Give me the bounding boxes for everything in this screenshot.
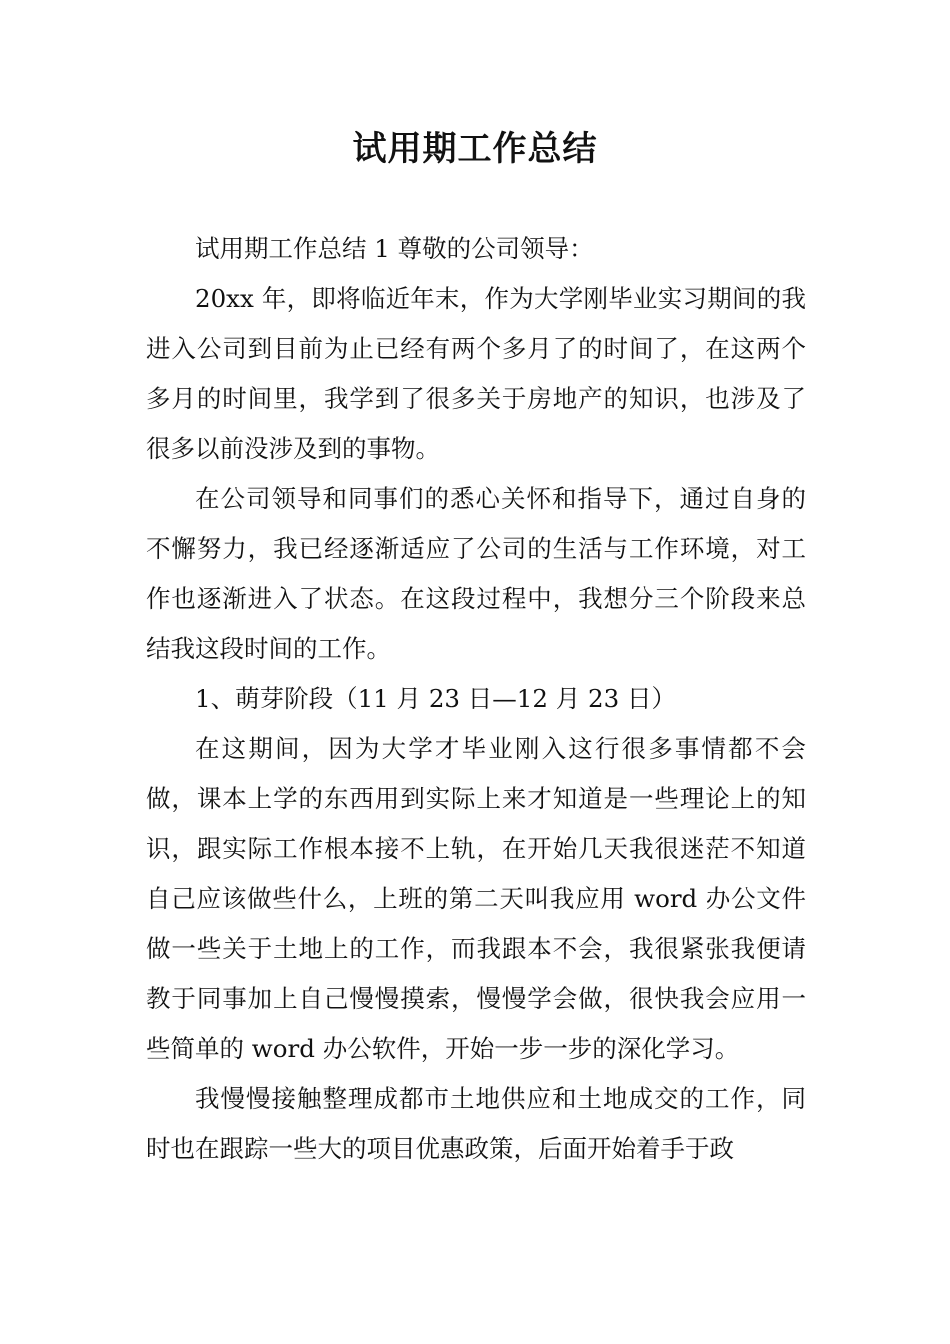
body-paragraph: 在这期间，因为大学才毕业刚入这行很多事情都不会做，课本上学的东西用到实际上来才知道是一些理论上的知识，跟实际工作根本接不上轨，在开始几天我很迷茫不知道自己应该做些什么，上班的第二天叫我应用 word 办公文件做一些关于土地上的工作，而我跟本不会，我很紧张我便请教于同事加上自己慢慢摸索，慢慢学会做，很快我会应用一些简单的 word 办公软件，开始一步一步的深化学习。	[146, 734, 806, 1063]
document-title: 试用期工作总结	[352, 129, 598, 169]
body-paragraph: 在公司领导和同事们的悉心关怀和指导下，通过自身的不懈努力，我已经逐渐适应了公司的生活与工作环境，对工作也逐渐进入了状态。在这段过程中，我想分三个阶段来总结我这段时间的工作。	[146, 484, 806, 663]
section-heading: 1、萌芽阶段（11 月 23 日—12 月 23 日）	[195, 684, 677, 713]
body-paragraph: 20xx 年，即将临近年末，作为大学刚毕业实习期间的我进入公司到目前为止已经有两个多月了的时间了，在这两个多月的时间里，我学到了很多关于房地产的知识，也涉及了很多以前没涉及到的事物。	[146, 284, 806, 463]
body-paragraph: 我慢慢接触整理成都市土地供应和土地成交的工作，同时也在跟踪一些大的项目优惠政策，后面开始着手于政	[146, 1084, 806, 1163]
document-body	[146, 224, 806, 1174]
greeting-paragraph: 试用期工作总结 1 尊敬的公司领导：	[195, 234, 594, 263]
